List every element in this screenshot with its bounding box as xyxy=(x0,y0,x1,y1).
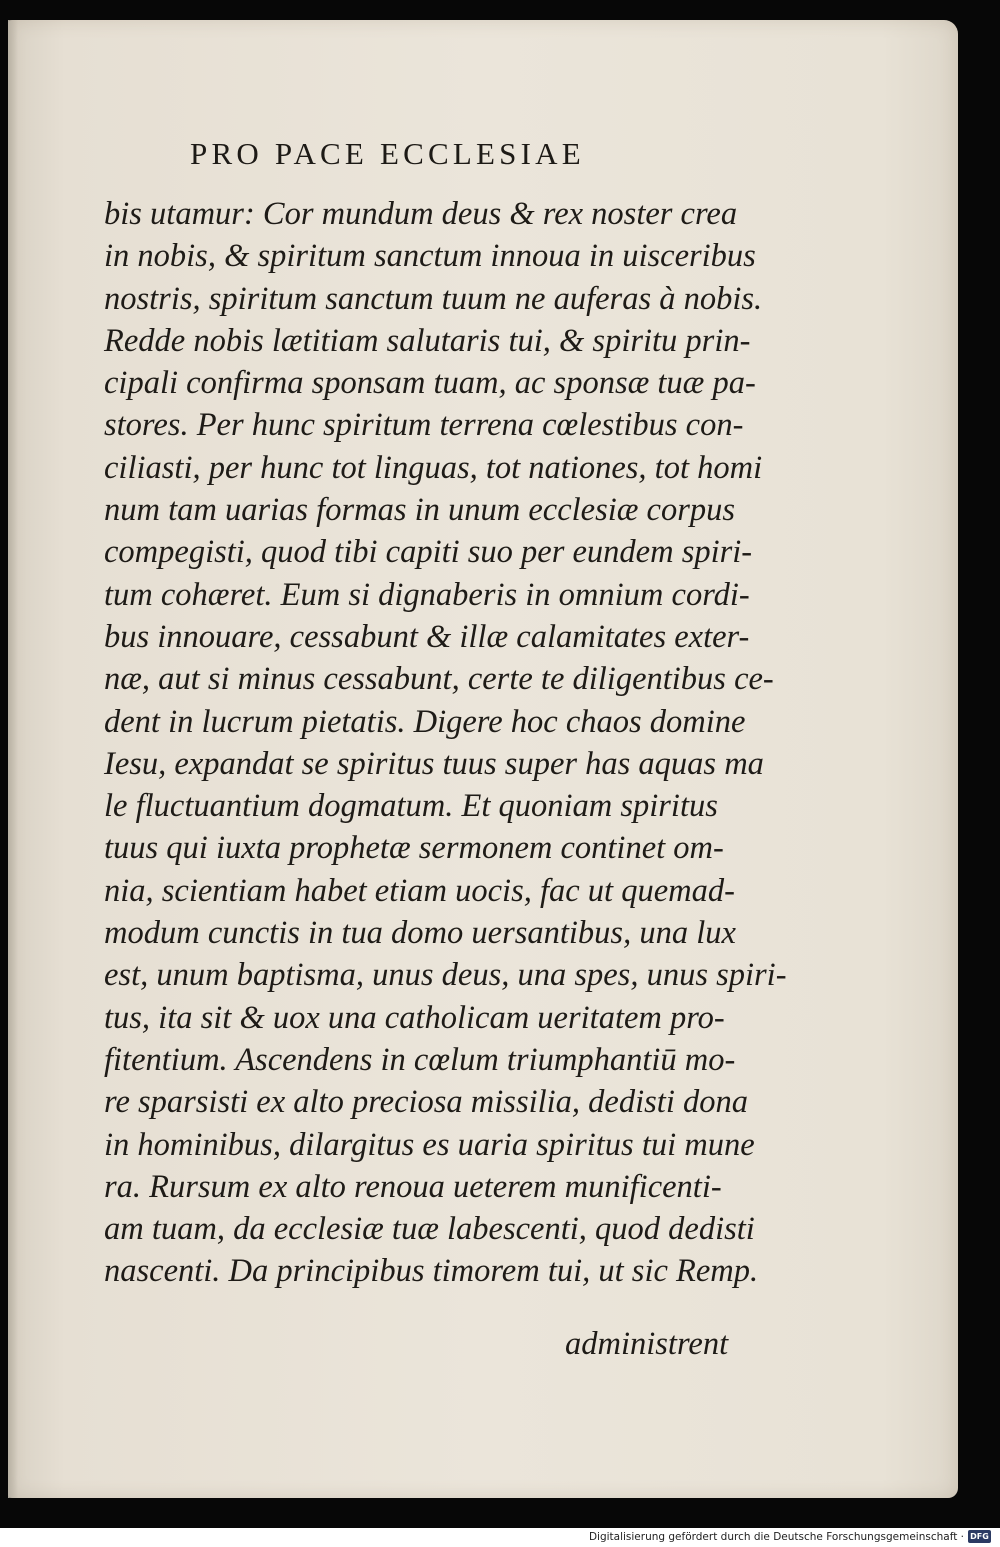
catchword: administrent xyxy=(565,1326,729,1362)
text-line: fitentium. Ascendens in cœlum triumphantiū mo- xyxy=(104,1041,736,1078)
text-line: in hominibus, dilargitus es uaria spiritus tui mune xyxy=(104,1126,755,1163)
text-line: bus innouare, cessabunt & illæ calamitates exter- xyxy=(104,618,750,655)
text-line: ciliasti, per hunc tot linguas, tot nationes, tot homi xyxy=(104,449,763,486)
text-line: næ, aut si minus cessabunt, certe te diligentibus ce- xyxy=(104,661,774,698)
text-line: ra. Rursum ex alto renoua ueterem munificenti- xyxy=(104,1168,722,1205)
text-line: Iesu, expandat se spiritus tuus super has aquas ma xyxy=(104,745,764,782)
text-line: bis utamur: Cor mundum deus & rex noster crea xyxy=(104,196,738,232)
text-line: est, unum baptisma, unus deus, una spes, unus spiri- xyxy=(104,957,787,994)
text-line: num tam uarias formas in unum ecclesiæ corpus xyxy=(104,492,736,529)
text-line: cipali confirma sponsam tuam, ac sponsæ tuæ pa- xyxy=(104,365,756,402)
text-line: tuus qui iuxta prophetæ sermonem continet om- xyxy=(104,830,724,867)
text-line: re sparsisti ex alto preciosa missilia, dedisti dona xyxy=(104,1084,748,1121)
text-line: nascenti. Da principibus timorem tui, ut sic Remp. xyxy=(104,1253,759,1290)
running-head: PRO PACE ECCLESIAE xyxy=(190,136,585,171)
funding-credit: Digitalisierung gefördert durch die Deutsche Forschungsgemeinschaft · xyxy=(588,1531,964,1543)
text-line: in nobis, & spiritum sanctum innoua in uisceribus xyxy=(104,238,756,275)
text-line: le fluctuantium dogmatum. Et quoniam spiritus xyxy=(104,788,718,825)
text-line: modum cunctis in tua domo uersantibus, una lux xyxy=(104,915,736,952)
text-line: dent in lucrum pietatis. Digere hoc chaos domine xyxy=(104,703,746,740)
text-line: tum cohæret. Eum si dignaberis in omnium cordi- xyxy=(104,576,750,613)
dfg-logo: DFG xyxy=(968,1530,991,1543)
text-line: nia, scientiam habet etiam uocis, fac ut quemad- xyxy=(104,872,735,909)
text-line: compegisti, quod tibi capiti suo per eundem spiri- xyxy=(104,534,753,571)
text-line: Redde nobis lætitiam salutaris tui, & spiritu prin- xyxy=(104,322,751,359)
text-line: am tuam, da ecclesiæ tuæ labescenti, quod dedisti xyxy=(104,1211,755,1248)
body-text xyxy=(104,193,787,1293)
text-line: tus, ita sit & uox una catholicam ueritatem pro- xyxy=(104,999,725,1036)
text-line: nostris, spiritum sanctum tuum ne auferas à nobis. xyxy=(104,280,763,317)
text-line: stores. Per hunc spiritum terrena cœlestibus con- xyxy=(104,407,744,444)
